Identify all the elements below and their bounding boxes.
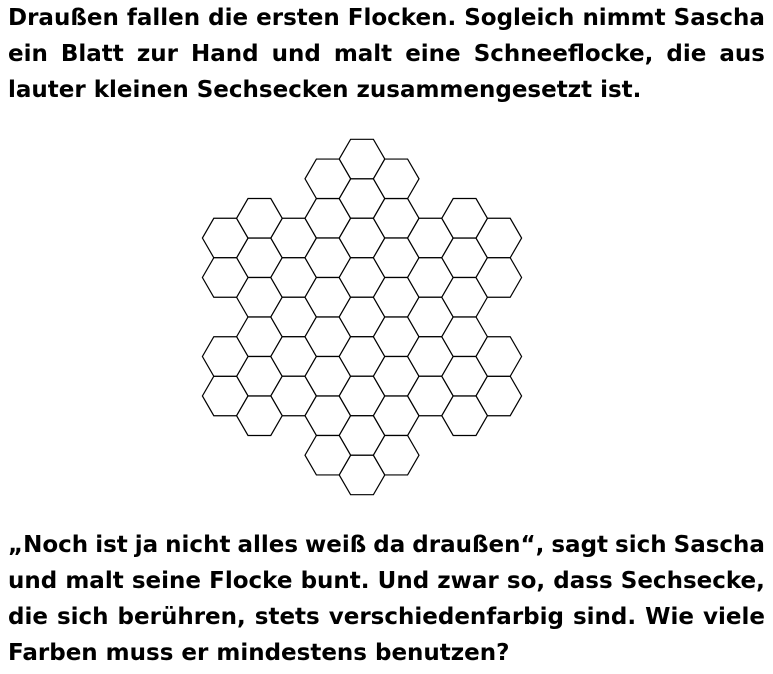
question-line-1: „Noch ist ja nicht alles weiß da draußen“, sagt sich Sascha: [8, 532, 765, 558]
question-line-3: die sich berühren, stets verschiedenfarbig sind. Wie viele: [8, 604, 765, 630]
question-line-4: Farben muss er mindestens benutzen?: [8, 640, 510, 666]
question-paragraph: [8, 527, 765, 671]
intro-line-1: Draußen fallen die ersten Flocken. Sogleich nimmt Sascha: [8, 5, 765, 31]
intro-line-3: lauter kleinen Sechsecken zusammengesetzt ist.: [8, 77, 642, 103]
question-line-2: und malt seine Flocke bunt. Und zwar so, dass Sechsecke,: [8, 568, 765, 594]
intro-line-2: ein Blatt zur Hand und malt eine Schneeflocke, die aus: [8, 41, 765, 67]
